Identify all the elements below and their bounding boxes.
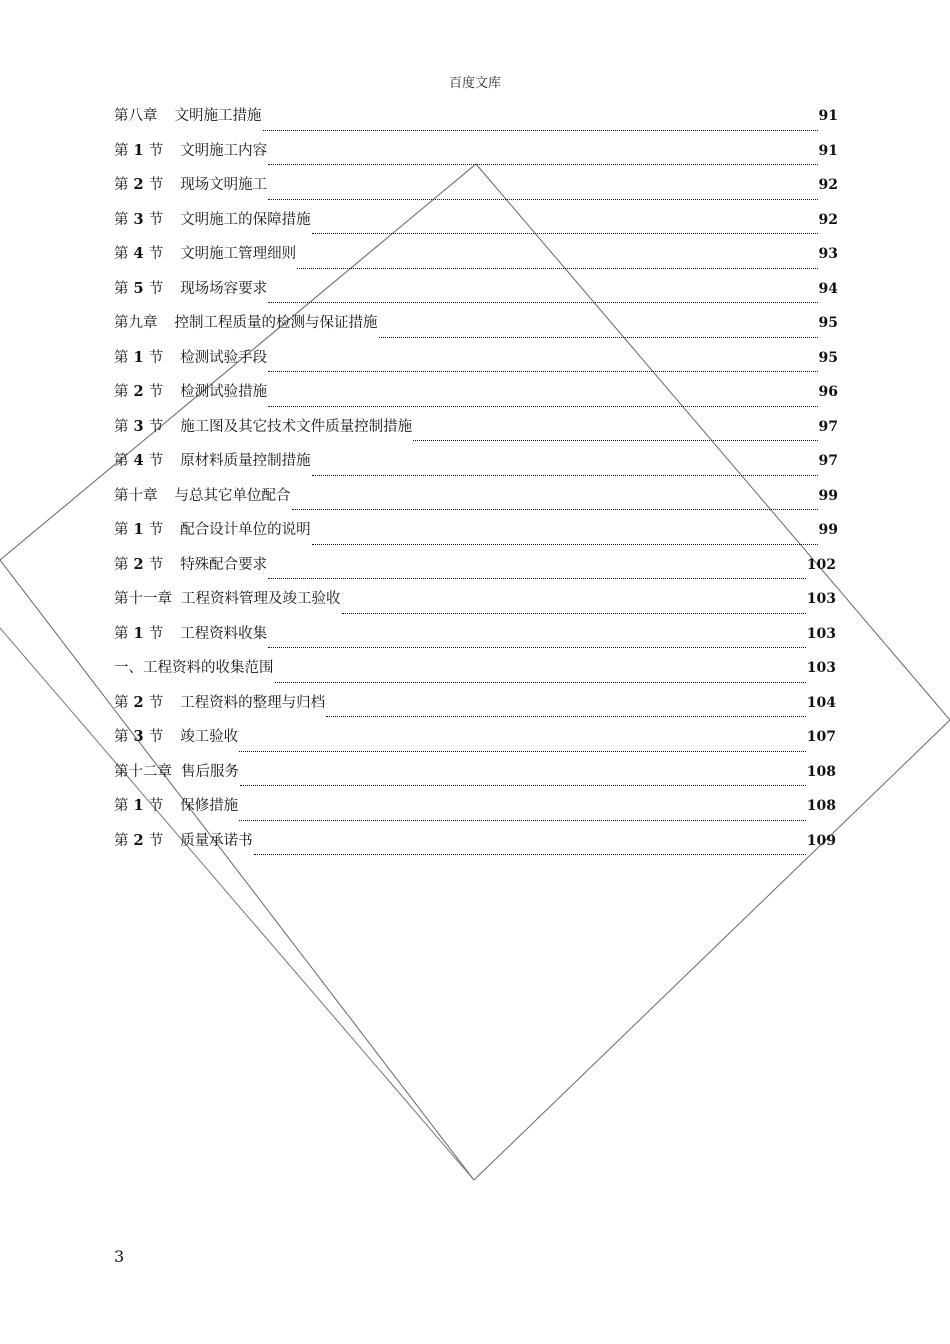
toc-entry-title: 质量承诺书: [180, 832, 253, 849]
toc-entry-label: [114, 725, 163, 746]
toc-label-suffix: 节: [148, 453, 164, 469]
toc-entry-page: 103: [806, 591, 836, 607]
toc-entry-label: 一、: [114, 660, 143, 676]
toc-label-number: 2: [128, 555, 149, 573]
toc-label-suffix: 节: [148, 832, 164, 849]
toc-label-number: 1: [128, 141, 149, 159]
toc-entry-page: 95: [818, 315, 838, 331]
toc-label-prefix: 第: [114, 798, 129, 814]
toc-dot-leader: [240, 784, 806, 786]
toc-entry-label: [114, 553, 163, 574]
toc-entry-title: 现场场容要求: [180, 280, 268, 297]
toc-dot-leader: [254, 853, 806, 855]
toc-entry-page: 103: [806, 625, 836, 642]
toc-entry[interactable]: [114, 311, 838, 346]
toc-entry-title: 保修措施: [180, 798, 239, 814]
toc-label-number: 5: [128, 279, 149, 297]
toc-label-number: 1: [128, 521, 149, 538]
toc-entry-page: 107: [806, 729, 836, 745]
toc-label-number: 1: [128, 797, 149, 814]
toc-entry-label: [114, 242, 163, 263]
toc-entry-label: [114, 139, 163, 160]
toc-entry-title: 工程资料管理及竣工验收: [181, 591, 341, 607]
toc-entry[interactable]: [114, 380, 838, 415]
toc-entry-label: 第九章: [114, 315, 158, 331]
toc-entry-label: [114, 829, 163, 850]
toc-entry[interactable]: [114, 139, 838, 174]
toc-entry-title: 文明施工管理细则: [180, 246, 297, 262]
toc-entry[interactable]: [114, 553, 838, 588]
toc-entry-label: 第八章: [114, 108, 158, 124]
toc-entry-title: 配合设计单位的说明: [180, 522, 311, 538]
toc-label-number: 1: [128, 348, 149, 366]
toc-entry[interactable]: [114, 449, 838, 484]
toc-dot-leader: [268, 370, 817, 372]
toc-entry-title: 售后服务: [181, 763, 239, 780]
toc-entry[interactable]: [114, 587, 838, 622]
toc-entry-label: [114, 794, 163, 815]
toc-entry-page: 99: [818, 522, 838, 538]
toc-label-suffix: 节: [148, 556, 164, 573]
toc-label-number: 2: [128, 693, 149, 711]
toc-entry[interactable]: [114, 277, 838, 312]
toc-label-number: 2: [128, 831, 149, 849]
toc-entry-title: 施工图及其它技术文件质量控制措施: [180, 418, 413, 435]
toc-dot-leader: [413, 439, 817, 441]
toc-entry-title: 竣工验收: [180, 729, 239, 745]
toc-entry[interactable]: [114, 346, 838, 381]
toc-label-prefix: 第: [114, 453, 129, 469]
toc-entry[interactable]: [114, 242, 838, 277]
toc-dot-leader: [292, 508, 818, 510]
toc-label-suffix: 节: [148, 625, 164, 642]
toc-entry-label: 第十章: [114, 487, 158, 504]
toc-entry[interactable]: [114, 829, 838, 864]
toc-dot-leader: [342, 612, 806, 614]
toc-label-prefix: 第: [114, 832, 129, 849]
toc-dot-leader: [268, 577, 806, 579]
toc-entry-page: 103: [806, 660, 836, 676]
toc-entry-page: 108: [806, 798, 836, 814]
toc-label-prefix: 第: [114, 694, 129, 711]
toc-entry-label: [114, 346, 163, 367]
toc-entry-title: 检测试验手段: [180, 349, 268, 366]
toc-entry-page: 95: [818, 349, 838, 366]
toc-entry-title: 工程资料收集: [180, 625, 268, 642]
toc-label-prefix: 第: [114, 211, 129, 228]
toc-entry-label: [114, 415, 163, 436]
toc-label-prefix: 第: [114, 349, 129, 366]
toc-entry-label: [114, 622, 163, 643]
toc-entry-title: 控制工程质量的检测与保证措施: [174, 315, 378, 331]
toc-label-number: 3: [128, 728, 149, 745]
toc-label-suffix: 节: [148, 694, 164, 711]
toc-entry-title: 与总其它单位配合: [174, 487, 291, 504]
toc-label-prefix: 第: [114, 522, 129, 538]
toc-label-prefix: 第: [114, 418, 129, 435]
toc-entry[interactable]: [114, 760, 838, 795]
toc-entry[interactable]: [114, 415, 838, 450]
toc-dot-leader: [312, 474, 818, 476]
toc-entry-title: 检测试验措施: [180, 384, 268, 400]
toc-label-prefix: 第: [114, 177, 129, 193]
toc-label-number: 4: [128, 245, 149, 262]
toc-dot-leader: [326, 715, 806, 717]
toc-dot-leader: [239, 819, 806, 821]
toc-entry-page: 97: [818, 418, 838, 435]
toc-entry-label: 第十一章: [114, 591, 172, 607]
toc-entry-title: 工程资料的收集范围: [143, 660, 274, 676]
page-number: 3: [114, 1247, 125, 1266]
toc-entry-title: 原材料质量控制措施: [180, 453, 311, 469]
toc-label-prefix: 第: [114, 625, 129, 642]
toc-label-prefix: 第: [114, 729, 129, 745]
toc-dot-leader: [268, 198, 817, 200]
toc-label-prefix: 第: [114, 556, 129, 573]
toc-label-suffix: 节: [148, 522, 164, 538]
toc-entry-title: 特殊配合要求: [180, 556, 268, 573]
toc-entry-page: 91: [818, 108, 838, 124]
toc-entry-page: 92: [818, 177, 838, 193]
toc-dot-leader: [268, 163, 817, 165]
toc-label-suffix: 节: [148, 280, 164, 297]
toc-dot-leader: [268, 405, 817, 407]
toc-entry-page: 108: [806, 763, 836, 780]
toc-entry-title: 现场文明施工: [180, 177, 268, 193]
toc-entry-page: 104: [806, 694, 836, 711]
toc-label-number: 4: [128, 452, 149, 469]
toc-label-prefix: 第: [114, 142, 129, 159]
toc-entry-page: 97: [818, 453, 838, 469]
toc-entry-label: [114, 691, 163, 712]
toc-label-suffix: 节: [148, 211, 164, 228]
toc-entry-title: 文明施工措施: [174, 108, 262, 124]
toc-dot-leader: [312, 232, 818, 234]
toc-label-suffix: 节: [148, 349, 164, 366]
toc-entry-title: 文明施工内容: [180, 142, 268, 159]
toc-label-prefix: 第: [114, 246, 129, 262]
toc-label-number: 2: [128, 383, 149, 400]
toc-label-prefix: 第: [114, 280, 129, 297]
toc-entry[interactable]: [114, 484, 838, 519]
toc-dot-leader: [312, 543, 818, 545]
toc-label-suffix: 节: [148, 729, 164, 745]
toc-entry[interactable]: [114, 104, 838, 139]
toc-entry-page: 93: [818, 246, 838, 262]
toc-dot-leader: [268, 646, 806, 648]
toc-entry-label: [114, 277, 163, 298]
toc-dot-leader: [268, 301, 817, 303]
toc-label-number: 1: [128, 624, 149, 642]
toc-label-number: 3: [128, 417, 149, 435]
toc-dot-leader: [379, 336, 818, 338]
toc-entry-label: [114, 518, 163, 539]
toc-entry-page: 102: [806, 556, 836, 573]
toc-label-number: 2: [128, 176, 149, 193]
toc-entry-label: [114, 173, 163, 194]
toc-entry-title: 文明施工的保障措施: [180, 211, 311, 228]
toc-label-suffix: 节: [148, 142, 164, 159]
toc-entry-label: [114, 380, 163, 401]
page-header: 百度文库: [448, 76, 501, 91]
toc-entry[interactable]: [114, 656, 838, 691]
toc-entry[interactable]: [114, 622, 838, 657]
toc-entry[interactable]: [114, 691, 838, 726]
toc-label-prefix: 第: [114, 384, 129, 400]
toc-entry[interactable]: [114, 794, 838, 829]
toc-entry-page: 92: [818, 211, 838, 228]
toc-label-suffix: 节: [148, 384, 164, 400]
toc-entry[interactable]: [114, 725, 838, 760]
toc-label-suffix: 节: [148, 177, 164, 193]
toc-dot-leader: [297, 267, 817, 269]
toc-label-suffix: 节: [148, 418, 164, 435]
toc-entry-page: 96: [818, 384, 838, 400]
toc-entry[interactable]: [114, 173, 838, 208]
toc-dot-leader: [275, 681, 806, 683]
toc-label-suffix: 节: [148, 798, 164, 814]
toc-entry-page: 99: [818, 487, 838, 504]
toc-entry[interactable]: [114, 518, 838, 553]
toc-entry-label: 第十二章: [114, 763, 172, 780]
toc-label-suffix: 节: [148, 246, 164, 262]
toc-entry-page: 109: [806, 832, 836, 849]
toc-entry-label: [114, 208, 163, 229]
table-of-contents: [114, 104, 838, 863]
toc-entry-title: 工程资料的整理与归档: [180, 694, 326, 711]
toc-entry-label: [114, 449, 163, 470]
toc-entry-page: 94: [818, 280, 838, 297]
toc-dot-leader: [263, 129, 818, 131]
toc-dot-leader: [239, 750, 806, 752]
toc-entry[interactable]: [114, 208, 838, 243]
toc-label-number: 3: [128, 210, 149, 228]
toc-entry-page: 91: [818, 142, 838, 159]
